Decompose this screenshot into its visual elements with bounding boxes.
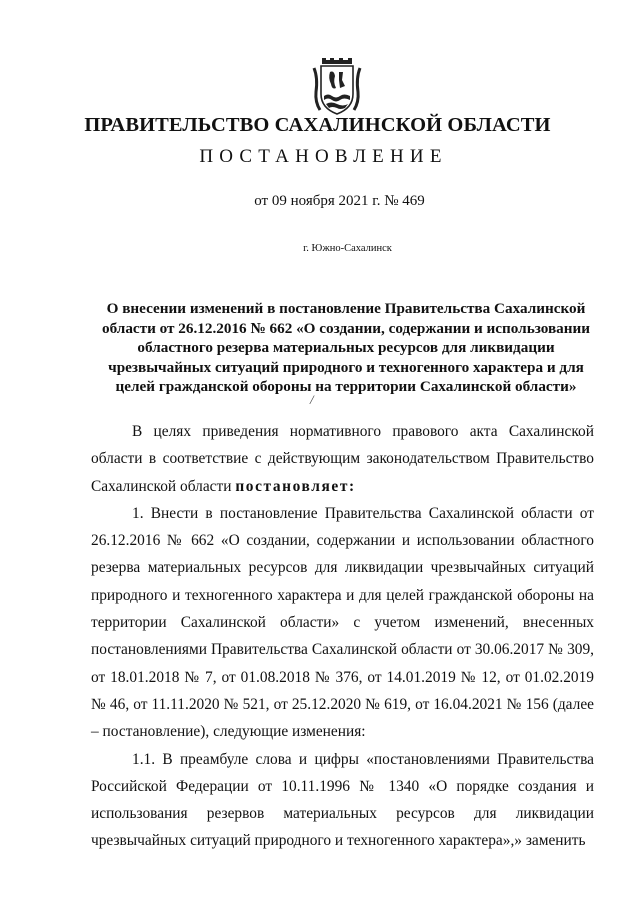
document-title: О внесении изменений в постановление Правительства Сахалинской области от 26.12.2016 № 662 «О создании, содержании и использовании областного резерва материальных ресурсов для ликвидации чрезвычайных ситуаций природного и техногенного характера и для целей гражданской обороны на территории Сахалинской области» <box>101 300 591 395</box>
preamble-text: В целях приведения нормативного правового акта Сахалинской области в соответствие с действующим законодательством Правительство Сахалинской области <box>91 423 594 495</box>
document-type: ПОСТАНОВЛЕНИЕ <box>199 146 448 167</box>
document-city: г. Южно-Сахалинск <box>303 243 392 254</box>
document-body <box>91 418 594 855</box>
item-1-paragraph: 1. Внести в постановление Правительства Сахалинской области от 26.12.2016 № 662 «О создании, содержании и использовании областного резерва материальных ресурсов для ликвидации чрезвычайных ситуаций природного и техногенного характера и для целей гражданской обороны на территории Сахалинской области» с учетом изменений, внесенных постановлениями Правительства Сахалинской области от 30.06.2017 № 309, от 18.01.2018 № 7, от 01.08.2018 № 376, от 14.01.2019 № 12, от 01.02.2019 № 46, от 11.11.2020 № 521, от 25.12.2020 № 619, от 16.04.2021 № 156 (далее – постановление), следующие изменения: <box>91 504 594 741</box>
preamble-paragraph <box>91 418 594 500</box>
document-date-number: от 09 ноября 2021 г. № 469 <box>254 193 425 209</box>
organization-name: ПРАВИТЕЛЬСТВО САХАЛИНСКОЙ ОБЛАСТИ <box>84 114 551 136</box>
item-1-1-paragraph: 1.1. В преамбуле слова и цифры «постановлениями Правительства Российской Федерации от 10.11.1996 № 1340 «О порядке создания и использования резервов материальных ресурсов для ликвидации чрезвычайных ситуаций природного и техногенного характера»,» заменить <box>91 750 594 850</box>
handwritten-mark: / <box>310 392 314 407</box>
coat-of-arms-icon <box>312 58 362 116</box>
preamble-keyword: постановляет: <box>235 477 356 495</box>
